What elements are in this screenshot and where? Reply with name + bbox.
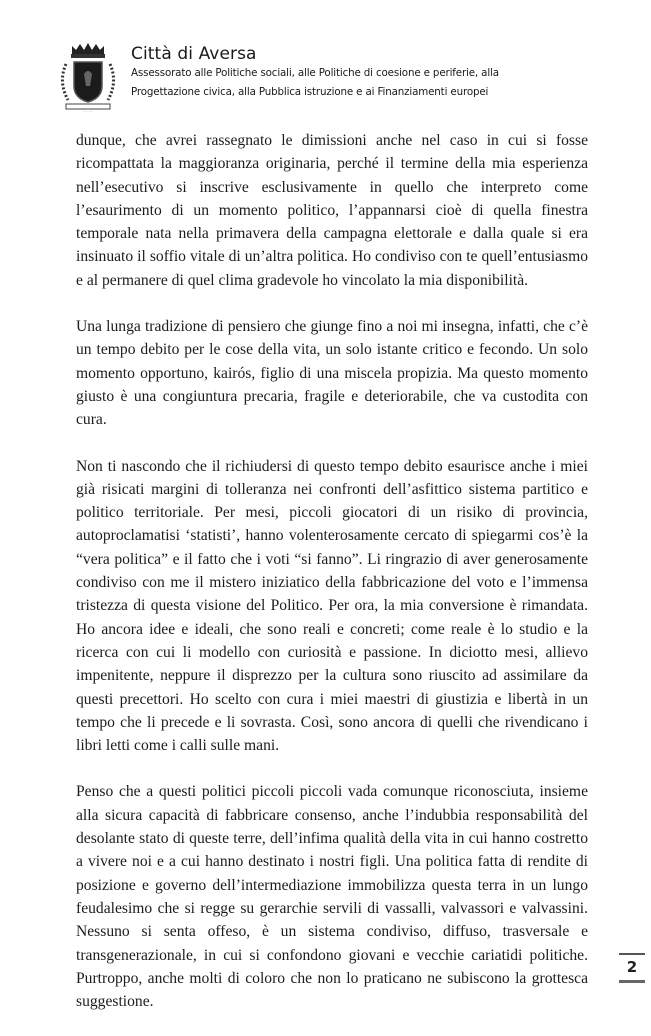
- paragraph-4: Penso che a questi politici piccoli piccoli vada comunque riconosciuta, insieme alla sicura capacità di fabbricare consenso, anche l’indubbia responsabilità del desolante stato di queste terre, dell’infima qualità della vita in cui hanno costretto a vivere noi e a cui hanno destinato i nostri figli. Una politica fatta di rendite di posizione e governo dell’intermediazione immobilizza questa terra in un lungo feudalesimo che si regge su gerarchie servili di vassalli, valvassori e valvassini. Nessuno si senta offeso, è un sistema condiviso, diffuso, trasversale e transgenerazionale, in cui si confondono giovani e vecchie cariatidi politiche. Purtroppo, anche molti di coloro che non lo praticano ne subiscono la grottesca suggestione.: [76, 783, 588, 1011]
- letter-body: [76, 129, 588, 1036]
- svg-text:· · · ·: · · · ·: [83, 109, 93, 114]
- letterhead: [56, 42, 616, 112]
- page-number-box: [619, 953, 645, 985]
- page-number-top-rule: [619, 953, 645, 955]
- page-number-bottom-rule: [619, 980, 645, 983]
- paragraph-2: Una lunga tradizione di pensiero che giunge fino a noi mi insegna, infatti, che c’è un tempo debito per le cose della vita, un solo istante critico e fecondo. Un solo momento opportuno, kairós, figlio di una miscela propizia. Ma questo momento giusto è una congiuntura precaria, fragile e deteriorabile, che va custodita con cura.: [76, 318, 588, 429]
- org-subtitle-line-1: Assessorato alle Politiche sociali, alle Politiche di coesione e periferie, alla: [131, 67, 499, 79]
- city-coat-of-arms-icon: [56, 42, 120, 114]
- page-number: 2: [626, 958, 638, 976]
- org-subtitle-line-2: Progettazione civica, alla Pubblica istruzione e ai Finanziamenti europei: [131, 86, 489, 98]
- org-title: Città di Aversa: [131, 44, 257, 64]
- paragraph-3: Non ti nascondo che il richiudersi di questo tempo debito esaurisce anche i miei già risicati margini di tolleranza nei confronti dell’asfittico sistema partitico e politico territoriale. Per mesi, piccoli giocatori di un risiko di provincia, autoproclamatisi ‘statisti’, hanno volenterosamente cercato di spiegarmi cos’è la “vera politica” e il fatto che i voti “si fanno”. Li ringrazio di aver generosamente condiviso con me il mistero iniziatico della fabbricazione del voto e l’immensa tristezza di questa visione del Politico. Per ora, la mia conversione è rimandata. Ho ancora idee e ideali, che sono reali e concreti; come reale è lo studio e la ricerca con cui li modello con curiosità e passione. In diciotto mesi, allievo impenitente, neppure il disprezzo per la cultura sono riuscito ad assimilare da questi precettori. Ho scelto con cura i miei maestri di giustizia e libertà in un tempo che li precede e li sovrasta. Così, sono ancora di quelli che rivendicano i libri letti come i calli sulle mani.: [76, 457, 588, 755]
- paragraph-1: dunque, che avrei rassegnato le dimissioni anche nel caso in cui si fosse ricompattata la maggioranza originaria, perché il termine della mia esperienza nell’esecutivo si inscrive esclusivamente in quello che interpreto come l’esaurimento di un momento politico, l’appannarsi cioè di quella finestra temporale nata nella primavera della campagna elettorale e dalla quale si era insinuato il soffio vitale di un’altra politica. Ho condiviso con te quell’entusiasmo e al permanere di quel clima gradevole ho vincolato la mia disponibilità.: [76, 132, 588, 289]
